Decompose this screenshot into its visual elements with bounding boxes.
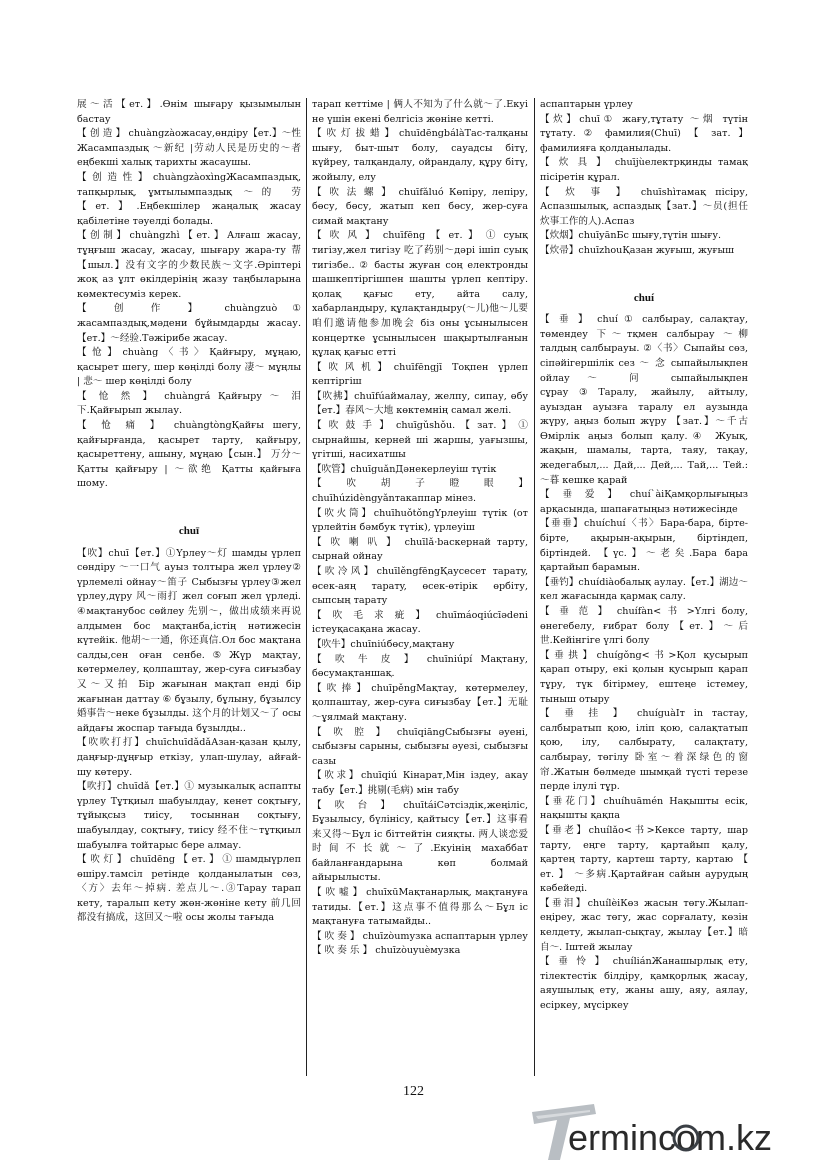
dictionary-entry: 【 吹 台 】 chuītáiСәтсіздік,жеңіліс, Бұзылысу, бүлінісу, қайтысу【ет.】这事看来又得～Бұл іс біттейтін сияқты. 两人谈恋爱时间不长就～了.Екуінің махаббат байланғандарына көп болмай айырылысты.: [312, 799, 528, 884]
dictionary-entry: 【 吹 胡 子 瞪 眼 】 chuīhúzidèngyǎnтакаппар мінез.: [312, 478, 528, 505]
dictionary-entry: 【 吹 牛 皮 】 chuīniúpí Мақтану, бөсумақтаншақ.: [312, 653, 528, 680]
dictionary-entry: 【 垂 挂 】 chuíguàIт in тастау, салбыратып қою, іліп қою, салақтатып қою, ілу, салбырату, салақтату, салбырау, төгілу 卧室～着深绿色的窗帘.Жатын бөлмеде шымқай түсті терезе перде ілулі тұр.: [540, 708, 748, 793]
page-number: 122: [403, 1084, 424, 1099]
dictionary-entry: аспаптарын үрлеу: [540, 99, 633, 110]
dictionary-entry: 【炊烟】chuīyānБс шығу,түтін шығу.: [540, 230, 722, 242]
dictionary-entry: 【炊帚】chuīzhouҚазан жуғыш, жуғыш: [540, 244, 735, 256]
dictionary-entry: 【 垂 范 】 chuífàn< 书 >Үлгі болу, өнегебелу, ғибрат болу【ет.】～后世.Кейінгіге үлгі болу: [540, 606, 748, 647]
dictionary-entry: 【炊】chuī① жағу,тұтату ～烟 түтін тұтату. ② фамилия(Chuī) 【 зат. 】 фамилияға қолданылады.: [540, 113, 748, 154]
logo-text: ermincom.kz: [568, 1117, 773, 1158]
dictionary-entry: 【吹拂】chuīfúаймалау, желпу, сипау, өбу【ет.】春风～大地 көктемнің самал желі.: [312, 390, 528, 417]
dictionary-entry: 【 吹 毛 求 疵 】 chuīmáoqiúcīədeni істеуқасақана жасау.: [312, 609, 528, 636]
dictionary-entry: 【怆】chuàng〈书〉Қайғыру, мұңаю, қасырет шегу, шер көңілді болу 凄～ мұңлы | 悲～ шер көңілді болу: [77, 347, 301, 388]
dictionary-entry: 【吹冷风】chuīlěngfēngҚаусесет таратy, өсек-аяң таратy, өсек-өтірік өрбіту, сыпсың таратy: [312, 566, 528, 607]
dictionary-entry: 【吹打】chuīdǎ【ет.】① музыкалық аспапты үрлеу Тұтқиыл шабуылдау, кенет соқтығу, тұйықсыз тиісу, тосыннан соқтығу, шабуылдау, соқтығу, тиісу 经不住～тұтқиыл шабуылға тойтарыс бере алмау.: [77, 781, 301, 851]
column-middle: [312, 98, 528, 1076]
dictionary-entry: 【 怆 然 】 chuàngrá Қайғыру ～ 泪下.Қайғырып жылау.: [77, 390, 301, 417]
column-divider: [534, 98, 535, 1076]
dictionary-entry: 【吹风机】chuīfēngjī Тоқпен үрлеп кептіргіш: [312, 361, 528, 388]
dictionary-entry: 【吹火筒】chuīhuǒtǒngҮрлеуіш түтік (от үрлейтін бәмбук түтік), үрлеуіш: [312, 507, 528, 534]
dictionary-entry: 【吹吹打打】chuīchuīdǎdǎАзан-қазан қылу, даңғыр-дұңғыр еткізу, улап-шулау, айғай-шу көтеру.: [77, 737, 301, 778]
dictionary-entry: тарап кеттіме | 俩人不知为了什么就～了.Екуі не үшін екені белгісіз жөніне кетті.: [312, 99, 528, 125]
dictionary-entry: 【 吹 奏 乐 】 chuīzòuyuèмузка: [312, 945, 461, 957]
dictionary-entry: 【 垂 爱 】 chuí`àiҚамқорлығыңыз арқасында, шапағатыңыз нәтижесінде: [540, 489, 748, 515]
dictionary-entry: 【 炊 事 】 chuīshìтамақ пісіру, Аспазшылық, аспаздық【зат.】～员(担任炊事工作的人).Аспаз: [540, 186, 748, 227]
dictionary-entry: 【 吹 嘘 】 chuīxūМақтанарлық, мақтануға татиды.【ет.】这点事不值得那么～Бұл іс мақтануға татымайды..: [312, 887, 528, 928]
dictionary-entry: 【吹灯拔蜡】chuīdēngbálàТас-талқаны шығу, быт-шыт болу, сауадсы бітү, күйреу, талқандалу, ойрандалу, құру бітү, жойылу, елу: [312, 128, 528, 183]
logo-graphic: [524, 1098, 824, 1168]
dictionary-entry: 【 吹 喇 叭 】 chuīlǎ·bacкернай тарту, сырнай ойнау: [312, 536, 528, 563]
dictionary-entry: 【垂钓】chuídiàoбалық аулау.【ет.】湖边～кел жағасында қармақ салу.: [540, 576, 748, 603]
dictionary-entry: 【 垂 】 chuí ① салбырау, салақтау, төмендеу 下～тқмен салбырау ～柳 талдың салбырауы. ②〈书〉Сыпайы сөз, сіпәйігершілік сез ～ 念 сыпайылықпен ойлау ～ 问 сыпайылықпен сұрау③Таралу, жайылу, айтылу, ауыздан ауызға таралу ел аузында жүру, аңыз болып жүру 【зат.】～千古 Өмірлік аңыз болып қалу.④ Жуық, жақын, шамалы, тарта, таяу, тақау, жедегабыл,... Дай,... Дей,... Тай,... Тей.:～暮 кешке қарай: [540, 314, 748, 486]
dictionary-entry: 展～活【ет.】.Өнім шығару қызымылын бастау: [77, 99, 301, 125]
dictionary-entry: 【垂泪】chuílèiКөз жасын төгу.Жылап-еңіреу, жас төгу, жас сорғалату, көзін келдету, жылап-сықтау, жылау【ет.】暗自～. Іштей жылау: [540, 897, 748, 953]
dictionary-entry: 【垂花门】chuíhuāmén Нақышты есік, нақышты қақпа: [540, 795, 748, 822]
dictionary-entry: 【 吹 风 】 chuīfēng 【 ет. 】 ① суық тигізу,жел тигізу 吃了药别～дәрі ішіп суық тигізбе.. ② басты жуған соң електронды шашкептіргішпен шашты үрлеп кептіру. қолақ қағыс ету, айта салу, хабарландыру, құлақтандыру(～儿)他～儿要咱们邀请他参加晚会 біз оны ұсынылысен концертке ұсынылысен шақыртылғанын құлақ қағыс етті: [312, 230, 528, 359]
dictionary-entry: 【 怆 痛 】 chuàngtòngҚайғы шегу, қайғырғанда, қасырет тарту, қайғыру, қасыреттену, ашыну, мұңаю【сын.】 万分～ Қатты қайғыру | ～欲绝 Қатты қайғыға шому.: [77, 420, 301, 490]
section-heading: chuī: [178, 525, 200, 538]
dictionary-entry: 【吹捧】chuīpěngМақтау, көтермелеу, қолпаштау, жер-суға сиғызбау【ет.】无耻～ұялмай мақтану.: [312, 682, 528, 723]
dictionary-entry: 【 吹 灯 】 chuīdēng 【 ет. 】 ① шамдыүрлеп өшіру.тамсіл ретінде қолданылатын сөз,〈方〉去年～掉病. 差点儿～.③Тарау тарап кету, таралып кету жөн-жөніне кету 前几回都没有搞成，这回又～啦 осы жолы тағыда: [77, 854, 301, 924]
dictionary-entry: 【垂垂】chuíchuí〈书〉Бара-бара, бірте-бірте, ақырын-ақырын, біртіндеп, біртіндей. 【үс.】～老矣.Бара бара қартайып барамын.: [540, 518, 748, 574]
dictionary-entry: 【 垂 怜 】 chuíliánЖанашырлық ету, тілектестік білдіру, қамқорлық жасау, аяушылық ету, жаны ашу, аяу, аялау, есіркеу, мүсіркеу: [540, 956, 748, 1012]
column-divider: [306, 98, 307, 1076]
column-right: [540, 98, 748, 1076]
dictionary-entry: 【垂老】chuílǎo<书>Кексе тарту, шар тарту, еңге тарту, қартайып қалу, қартең тарту, картеш тарту, картаю 【 ет. 】 ～多病.Қартайған сайын аурудың кәбейеді.: [540, 824, 748, 895]
dictionary-entry: 【创造性】chuàngzàoxìngЖасампаздық, тапқырлық, ұмтылымпаздық ～的 劳【ет.】.Еңбекшілер жаңалық жасау қабілетіне тәуелді болады.: [77, 171, 301, 227]
section-heading: chuí: [633, 291, 655, 304]
dictionary-entry: 【 创 作 】 chuàngzuò ① жасампаздық,мәдени бұйымдарды жасау.【ет.】～经验.Тәжірибе жасау.: [77, 303, 301, 344]
section-gap: [77, 492, 301, 518]
dictionary-entry: 【垂拱】chuígǒng<书>Қол қусырып қарап отыру, екі қолын қусырып қарап тұру, түк бітірмеу, ештеңе істемеу, тыныш отыру: [540, 649, 748, 705]
section-gap: [540, 259, 748, 285]
dictionary-entry: 【吹牛】chuīniúбөсу,мақтану: [312, 638, 455, 650]
dictionary-entry: 【吹求】chuīqiú Кінарат,Мін іздеу, акау табу【ет.】挑剔(毛病) мін табу: [312, 770, 528, 796]
dictionary-entry: 【创制】chuàngzhì【ет.】Алғаш жасау, тұңғыш жасау, жасау, шығару жара-ту 帮【шыл.】没有文字的少数民族～文字.Әріптері жоқ аз ұлт өкілдерінің жазу таңбыларына көмектесуміз керек.: [77, 230, 301, 300]
dictionary-entry: 【 吹 鼓 手 】 chuīgǔshǒu. 【 зат. 】 ① сырнайшы, керней ші жаршы, уағызшы, үгітші, насихатшы: [312, 420, 528, 461]
dictionary-entry: 【 创 造 】 chuàngzàoжасау,өндіру【ет.】～性 Жасампаздық ～新纪 |劳动人民是历史的～者 еңбекші халық тарихты жасаушы.: [77, 128, 301, 169]
dictionary-entry: 【吹管】chuīguǎnДәнекерлеуіш түтік: [312, 463, 497, 475]
dictionary-entry: 【吹】chuī【ет.】①Үрлеу～灯 шамды үрлеп сөндіру ～一口气 ауыз толтыра жел үрлеу② үрлемелі ойнау～笛子 Сыбызғы үрлеу③жел үрлеу,дүру 风～雨打 жел соғып жел үрледі. ④мақтанубос сөйлеу 先别～，做出成绩来再说 алдымен бос мақтанба,істің нәтижесін күтейік. 他胡～一通，你还真信.Ол бос мақтана салды,сен оған сенбе.⑤Жүр мақтау, көтермелеу, қолпаштау, жер-суға сиғызбау 又～又拍 Бір жағынан мақтап енді бір жағынан даттау ⑥ бұзылу, бұлыну, бұзылсу 婚事告～неке бұзылды. 这个月的计划又～了 осы айдағы жоспар тағыда бұзылды..: [77, 547, 301, 734]
dictionary-entry: 【 吹 奏 】 chuīzòumузка аспаптарын үрлеу: [312, 930, 528, 942]
dictionary-entry: 【 炊 具 】 chuījùелектрқинды тамақ пісіретін құрал.: [540, 157, 748, 183]
dictionary-entry: 【 吹 法 螺 】 chuīfǎluó Көпіру, лепіру, бөсу, бөсу, жатып кеп бөсу, жер-суға симай мақтану: [312, 186, 528, 227]
termincom-logo[interactable]: [524, 1098, 824, 1168]
column-left: [77, 98, 301, 1076]
dictionary-entry: 【 吹 腔 】 chuīqiāngСыбызғы әуені, сыбызғы сарыны, сыбызғы әуезі, сыбызғы сазы: [312, 726, 528, 767]
